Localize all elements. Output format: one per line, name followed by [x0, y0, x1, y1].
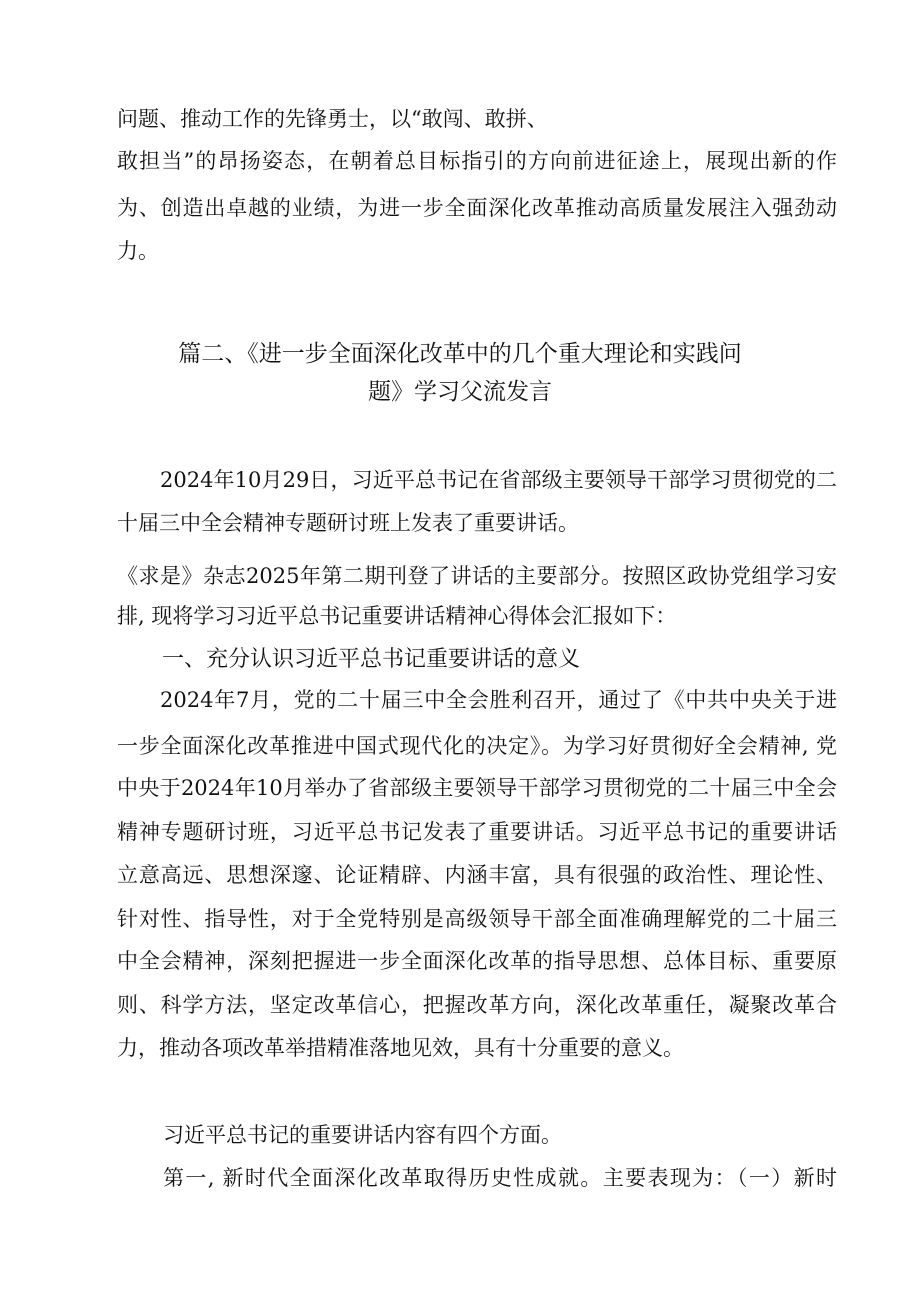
- intro-line-4: 力。: [117, 239, 159, 263]
- paragraph1-line-3: 《求是》杂志2025年第二期刊登了讲话的主要部分。按照区政协党组学习安: [117, 564, 837, 588]
- section1-line-2: 一步全面深化改革推进中国式现代化的决定》。为学习好贯彻好全会精神, 党: [117, 734, 837, 758]
- intro-line-3: 为、创造出卓越的业绩，为进一步全面深化改革推动高质量发展注入强劲动: [117, 196, 837, 220]
- section1-line-5: 立意高远、思想深邃、论证精辟、内涵丰富，具有很强的政治性、理论性、: [117, 863, 837, 887]
- intro-line-1: 问题、推动工作的先锋勇士，以“敢闯、敢拼、: [117, 107, 548, 131]
- paragraph1-line-4: 排, 现将学习习近平总书记重要讲话精神心得体会汇报如下：: [117, 604, 677, 628]
- paragraph2-line-2: 第一, 新时代全面深化改革取得历史性成就。主要表现为：（一）新时: [163, 1166, 837, 1190]
- section1-line-4: 精神专题研讨班，习近平总书记发表了重要讲话。习近平总书记的重要讲话: [117, 820, 837, 844]
- section1-line-3: 中央于2024年10月举办了省部级主要领导干部学习贯彻党的二十届三中全会: [117, 776, 837, 800]
- article-title-line-2: 题》学习父流发言: [368, 379, 552, 405]
- article-title-line-1: 篇二、《进一步全面深化改革中的几个重大理论和实践问: [178, 341, 742, 367]
- section1-line-8: 则、科学方法，坚定改革信心，把握改革方向，深化改革重任，凝聚改革合: [117, 993, 837, 1017]
- section1-line-1: 2024年7月，党的二十届三中全会胜利召开，通过了《中共中央关于进: [160, 688, 837, 712]
- paragraph1-line-1: 2024年10月29日，习近平总书记在省部级主要领导干部学习贯彻党的二: [160, 468, 837, 492]
- section1-line-9: 力，推动各项改革举措精准落地见效，具有十分重要的意义。: [117, 1036, 684, 1060]
- section1-line-6: 针对性、指导性，对于全党特别是高级领导干部全面准确理解党的二十届三: [117, 907, 837, 931]
- intro-line-2: 敢担当”的昂扬姿态，在朝着总目标指引的方向前进征途上，展现出新的作: [117, 149, 837, 173]
- paragraph2-line-1: 习近平总书记的重要讲话内容有四个方面。: [163, 1123, 562, 1147]
- section-heading: 一、充分认识习近平总书记重要讲话的意义: [162, 647, 581, 672]
- paragraph1-line-2: 十届三中全会精神专题研讨班上发表了重要讲话。: [117, 511, 579, 535]
- section1-line-7: 中全会精神，深刻把握进一步全面深化改革的指导思想、总体目标、重要原: [117, 949, 837, 973]
